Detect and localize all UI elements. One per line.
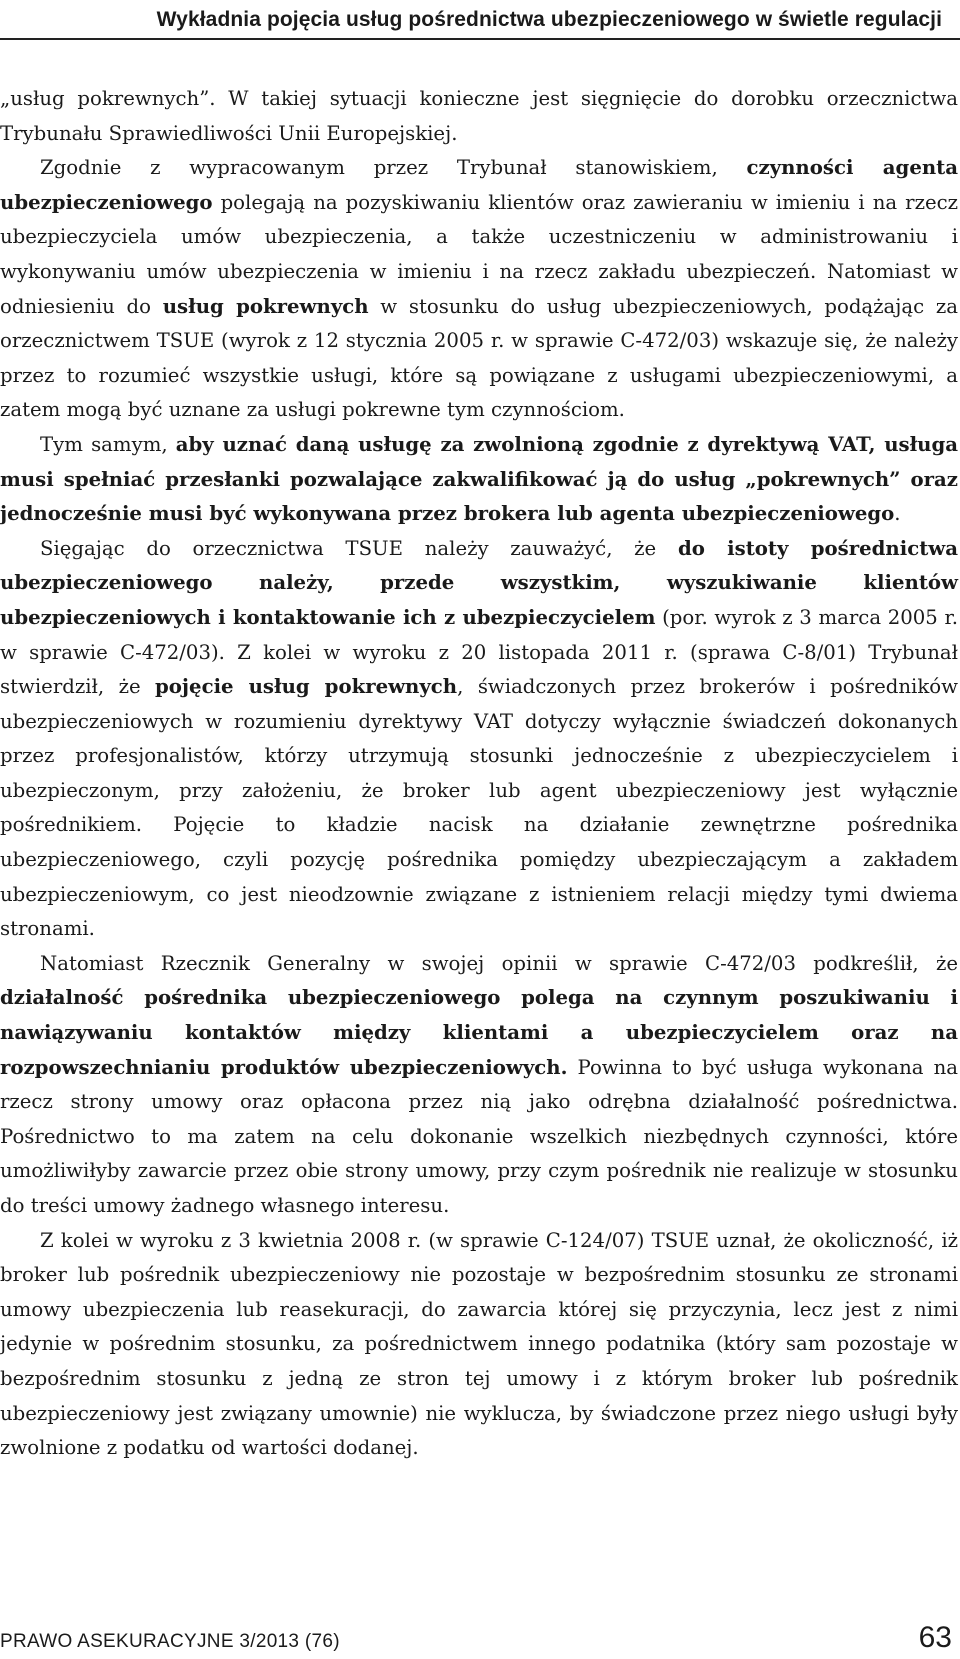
text-run: polegają na pozyskiwaniu klientów oraz zawieraniu w imieniu i na rzecz ubezpieczyciela umów ubezpieczenia, a także uczestniczeniu w administrowaniu i wykonywaniu umów ubezpieczenia w imieniu i na rzecz zakładu ubezpieczeń. Natomiast w odniesieniu do: [0, 190, 958, 318]
emphasized-text: czynności agenta ubezpieczeniowego: [0, 156, 959, 214]
paragraph: [0, 532, 958, 947]
paragraph: [0, 947, 958, 1224]
paragraph: [0, 1224, 958, 1466]
text-run: „usług pokrewnych”. W takiej sytuacji konieczne jest sięgnięcie do dorobku orzecznictwa Trybunału Sprawiedliwości Unii Europejskiej.: [0, 87, 958, 145]
emphasized-text: pojęcie usług pokrewnych: [155, 675, 458, 699]
text-run: .: [894, 502, 901, 526]
paragraph: [0, 151, 958, 428]
page-number: 63: [918, 1621, 952, 1654]
text-run: , świadczonych przez brokerów i pośredników ubezpieczeniowych w rozumieniu dyrektywy VAT dotyczy wyłącznie świadczeń dokonanych przez profesjonalistów, którzy utrzymują stosunki jednocześnie z ubezpieczycielem i ubezpieczonym, przy założeniu, że broker lub agent ubezpieczeniowy jest wyłącznie pośrednikiem. Pojęcie to kładzie nacisk na działanie zewnętrzne pośrednika ubezpieczeniowego, czyli pozycję pośrednika pomiędzy ubezpieczającym a zakładem ubezpieczeniowym, co jest nieodzownie związane z istnieniem relacji między tymi dwiema stronami.: [0, 675, 958, 941]
text-run: Tym samym,: [40, 432, 176, 456]
emphasized-text: usług pokrewnych: [162, 294, 369, 318]
text-run: Zgodnie z wypracowanym przez Trybunał stanowiskiem,: [40, 156, 747, 180]
text-run: Sięgając do orzecznictwa TSUE należy zauważyć, że: [40, 536, 678, 560]
emphasized-text: działalność pośrednika ubezpieczeniowego polega na czynnym poszukiwaniu i nawiązywaniu kontaktów między klientami a ubezpieczycielem oraz na rozpowszechnianiu produktów ubezpieczeniowych.: [0, 986, 958, 1079]
running-title: Wykładnia pojęcia usług pośrednictwa ubezpieczeniowego w świetle regulacji: [156, 8, 942, 31]
text-run: Natomiast Rzecznik Generalny w swojej opinii w sprawie C-472/03 podkreślił, że: [40, 951, 958, 975]
article-body: [0, 82, 958, 1466]
text-run: (por. wyrok z 3 marca 2005 r. w sprawie C-472/03). Z kolei w wyroku z 20 listopada 2011 r. (sprawa C-8/01) Trybunał stwierdził, że: [0, 605, 959, 699]
text-run: Z kolei w wyroku z 3 kwietnia 2008 r. (w sprawie C-124/07) TSUE uznał, że okoliczność, iż broker lub pośrednik ubezpieczeniowy nie pozostaje w bezpośrednim stosunku ze stronami umowy ubezpieczenia lub reasekuracji, do zawarcia której się przyczynia, lecz jest z nimi jedynie w pośrednim stosunku, za pośrednictwem innego podatnika (który sam pozostaje w bezpośrednim stosunku z jedną ze stron tej umowy i z którym broker lub pośrednik ubezpieczeniowy jest związany umownie) nie wyklucza, by świadczone przez niego usługi były zwolnione z podatku od wartości dodanej.: [0, 1228, 958, 1460]
text-run: Powinna to być usługa wykonana na rzecz strony umowy oraz opłacona przez nią jako odrębna działalność pośrednictwa. Pośrednictwo to ma zatem na celu dokonanie wszelkich niezbędnych czynności, które umożliwiłyby zawarcie przez obie strony umowy, przy czym pośrednik nie realizuje w stosunku do treści umowy żadnego własnego interesu.: [0, 1055, 958, 1217]
paragraph: [0, 428, 958, 532]
page-footer: [0, 1611, 960, 1659]
emphasized-text: do istoty pośrednictwa ubezpieczeniowego należy, przede wszystkim, wyszukiwanie klientów ubezpieczeniowych i kontaktowanie ich z ubezpieczycielem: [0, 536, 959, 629]
emphasized-text: aby uznać daną usługę za zwolnioną zgodnie z dyrektywą VAT, usługa musi spełniać przesłanki pozwalające zakwalifikować ją do usług „pokrewnych” oraz jednocześnie musi być wykonywana przez brokera lub agenta ubezpieczeniowego: [0, 432, 958, 526]
running-head: [0, 0, 960, 40]
journal-title: PRAWO ASEKURACYJNE 3/2013 (76): [0, 1631, 340, 1652]
text-run: w stosunku do usług ubezpieczeniowych, podążając za orzecznictwem TSUE (wyrok z 12 stycznia 2005 r. w sprawie C-472/03) wskazuje się, że należy przez to rozumieć wszystkie usługi, które są powiązane z usługami ubezpieczeniowymi, a zatem mogą być uznane za usługi pokrewne tym czynnościom.: [0, 294, 958, 422]
paragraph: [0, 82, 958, 151]
